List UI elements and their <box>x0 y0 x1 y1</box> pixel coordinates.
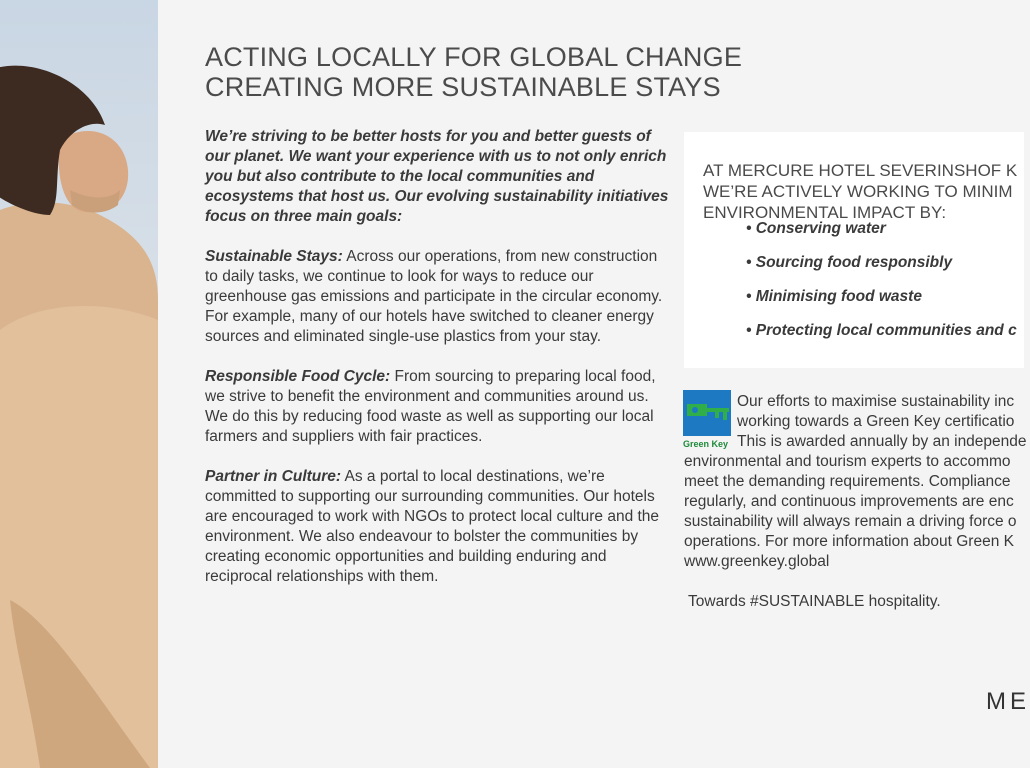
impact-card <box>684 132 1024 368</box>
section-sustainable-stays <box>205 247 670 347</box>
greenkey-line: regularly, and continuous improvements are enc <box>684 493 1014 510</box>
greenkey-line: operations. For more information about Green K <box>684 533 1014 550</box>
towards-tagline: Towards #SUSTAINABLE hospitality. <box>688 593 941 610</box>
section-partner-culture <box>205 467 670 587</box>
greenkey-url: www.greenkey.global <box>684 553 830 570</box>
intro-paragraph: We’re striving to be better hosts for you and better guests of our planet. We want your experience with us to not only enrich you but also contribute to the local communities and ecosystems that host us. Our evolving sustainability initiatives focus on three main goals: <box>205 128 669 225</box>
section-responsible-food <box>205 367 670 447</box>
hero-photo <box>0 0 158 768</box>
green-key-label: Green Key <box>683 439 729 449</box>
card-title-line: WE’RE ACTIVELY WORKING TO MINIM <box>703 182 1013 201</box>
woman-illustration <box>0 0 158 768</box>
greenkey-line: Our efforts to maximise sustainability inc <box>737 393 1015 410</box>
greenkey-line: environmental and tourism experts to accommo <box>684 453 1011 470</box>
main-text-column <box>205 127 670 587</box>
page-titles <box>205 42 742 102</box>
greenkey-line: This is awarded annually by an independe <box>737 433 1027 450</box>
greenkey-line: working towards a Green Key certificatio <box>737 413 1015 430</box>
impact-item: • Minimising food waste <box>746 288 922 305</box>
section-heading: Responsible Food Cycle: <box>205 368 391 385</box>
title-line-2: CREATING MORE SUSTAINABLE STAYS <box>205 72 721 102</box>
card-title-line: AT MERCURE HOTEL SEVERINSHOF K <box>703 161 1018 180</box>
section-heading: Sustainable Stays: <box>205 248 343 265</box>
impact-list <box>746 219 1017 355</box>
impact-item: • Sourcing food responsibly <box>746 254 953 271</box>
section-body: As a portal to local destinations, we’re committed to supporting our surrounding communities. Our hotels are encouraged to work with NGOs to protect local culture and the environment. We also endeavour to bolster the communities by creating economic opportunities and building enduring and reciprocal relationships with them. <box>205 468 660 585</box>
green-key-logo <box>683 390 731 452</box>
title-line-1: ACTING LOCALLY FOR GLOBAL CHANGE <box>205 42 743 72</box>
section-heading: Partner in Culture: <box>205 468 342 485</box>
section-body: From sourcing to preparing local food, we strive to benefit the environment and communities around us. We do this by reducing food waste as well as supporting our local farmers and suppliers with fair practices. <box>205 368 656 445</box>
impact-item: • Protecting local communities and c <box>746 322 1017 339</box>
impact-item: • Conserving water <box>746 220 886 237</box>
key-icon <box>683 390 731 436</box>
section-body: Across our operations, from new construction to daily tasks, we continue to look for ways to reduce our greenhouse gas emissions and participate in the circular economy. For example, many of our hotels have switched to cleaner energy sources and eliminated single-use plastics from your stay. <box>205 248 663 345</box>
greenkey-line: sustainability will always remain a driving force o <box>684 513 1017 530</box>
greenkey-text <box>684 392 1027 572</box>
impact-card-title <box>703 160 1017 223</box>
card-title-line: ENVIRONMENTAL IMPACT BY: <box>703 203 947 222</box>
brand-logo: ME <box>986 688 1030 715</box>
greenkey-line: meet the demanding requirements. Compliance <box>684 473 1011 490</box>
